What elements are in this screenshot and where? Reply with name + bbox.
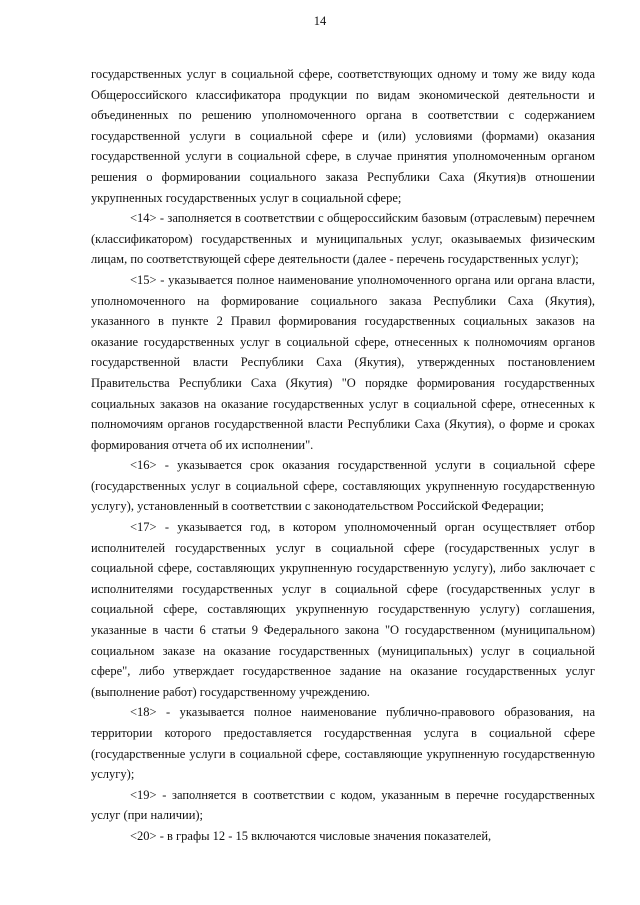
footnote-16: <16> - указывается срок оказания государственной услуги в социальной сфере (государственных услуг в социальной сфере, составляющих укрупненную государственную услугу), установленный в соответствии с законодательством Российской Федерации; — [91, 458, 595, 514]
footnote-15: <15> - указывается полное наименование уполномоченного органа или органа власти, уполномоченного на формирование социального заказа Республики Саха (Якутия), указанного в пункте 2 Правил формирования государственных социальных заказов на оказание государственных услуг в социальной сфере, отнесенных к полномочиям органов государственной власти Республики Саха (Якутия), утвержденных постановлением Правительства Республики Саха (Якутия) "О порядке формирования государственных социальных заказов на оказание государственных услуг в социальной сфере, отнесенных к полномочиям органов государственной власти Республики Саха (Якутия), о форме и сроках формирования отчета об их исполнении". — [91, 272, 595, 452]
footnote-14: <14> - заполняется в соответствии с общероссийским базовым (отраслевым) перечнем (классификатором) государственных и муниципальных услуг, оказываемых физическим лицам, по соответствующей сфере деятельности (далее - перечень государственных услуг); — [91, 211, 595, 267]
page-number: 14 — [313, 14, 327, 28]
paragraph-continuation: государственных услуг в социальной сфере, соответствующих одному и тому же виду кода Общероссийского классификатора продукции по видам экономической деятельности и объединенных по решению уполномоченного органа в соответствии с содержанием государственной услуги в социальной сфере и (или) условиями (формами) оказания государственной услуги в социальной сфере, в случае принятия уполномоченным органом решения о формировании социального заказа Республики Саха (Якутия)в отношении укрупненных государственных услуг в социальной сфере; — [91, 67, 595, 205]
footnote-20: <20> - в графы 12 - 15 включаются числовые значения показателей, — [130, 828, 492, 843]
footnote-17: <17> - указывается год, в котором уполномоченный орган осуществляет отбор исполнителей государственных услуг в социальной сфере (государственных услуг в социальной сфере, составляющих укрупненную государственную услугу), либо заключает с исполнителями государственных услуг в социальной сфере (государственных услуг в социальной сфере, составляющих укрупненную государственную услугу) соглашения, указанные в части 6 статьи 9 Федерального закона "О государственном (муниципальном) социальном заказе на оказание государственных (муниципальных) услуг в социальной сфере", либо утверждает государственное задание на оказание государственных услуг (выполнение работ) государственному учреждению. — [91, 520, 595, 699]
document-body — [91, 64, 595, 847]
footnote-19: <19> - заполняется в соответствии с кодом, указанным в перечне государственных услуг (при наличии); — [91, 787, 595, 823]
footnote-18: <18> - указывается полное наименование публично-правового образования, на территории которого предоставляется государственная услуга в социальной сфере (государственные услуги в социальной сфере, составляющие укрупненную государственную услугу); — [91, 705, 595, 782]
